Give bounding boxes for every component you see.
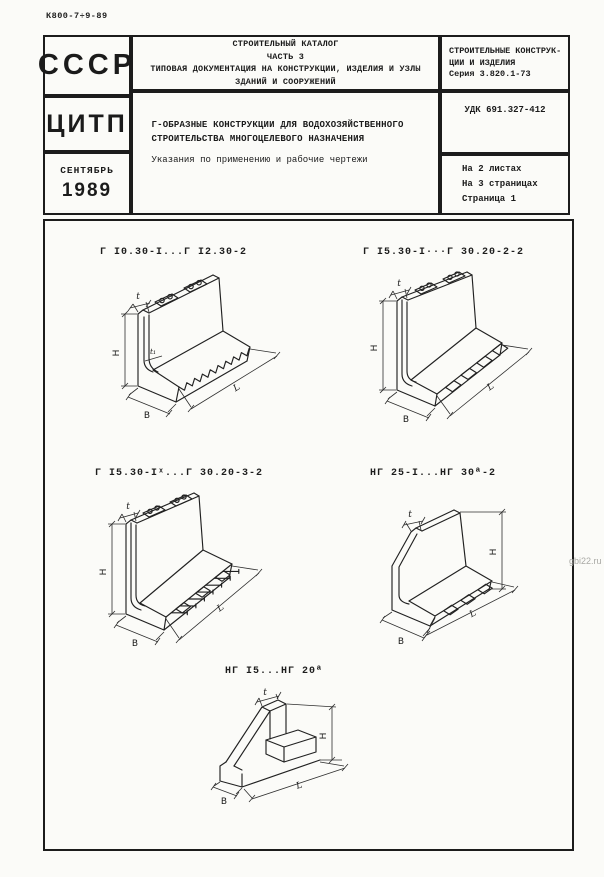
catalog-line: СТРОИТЕЛЬНЫЙ КАТАЛОГ <box>232 39 339 49</box>
dim-label-t1: t₁ <box>149 347 157 356</box>
dim-label-t: t <box>263 688 267 698</box>
header-cell-series <box>440 35 570 91</box>
dim-label-h: Н <box>319 732 329 740</box>
series-line: СТРОИТЕЛЬНЫЕ КОНСТРУК- <box>449 46 562 56</box>
header-cell-citp <box>43 96 131 152</box>
dim-label-t: t <box>408 510 412 520</box>
org-abbr-citp: ЦИТП <box>46 109 128 138</box>
dim-label-b: В <box>402 415 410 424</box>
dim-label-t: t <box>136 292 140 302</box>
dim-label-t: t <box>126 502 130 512</box>
header-cell-catalog <box>131 35 440 91</box>
figure-1-label: Г I0.30-I...Г I2.30-2 <box>100 247 248 258</box>
figure-5-label: НГ I5...НГ 20ª <box>225 666 324 677</box>
dim-label-b: В <box>397 637 405 647</box>
figure-4-dimension-lines <box>380 509 518 641</box>
header-cell-sheets <box>440 154 570 215</box>
dim-label-l: L <box>468 608 479 621</box>
sheets-line: На 2 листах <box>462 164 522 174</box>
figure-3-label: Г I5.30-Iˣ...Г 30.20-3-2 <box>95 468 264 479</box>
figure-1-drawing <box>92 268 307 420</box>
dim-label-b: В <box>143 411 151 420</box>
catalog-line: ЧАСТЬ 3 <box>266 51 305 62</box>
page-title: Г-ОБРАЗНЫЕ КОНСТРУКЦИИ ДЛЯ ВОДОХОЗЯЙСТВЕННОГО <box>151 120 404 130</box>
sheets-line: На 3 страницах <box>462 179 538 189</box>
udk-code: УДК 691.327-412 <box>464 105 546 115</box>
figure-5-outline <box>220 700 320 787</box>
dim-label-h: Н <box>112 349 122 357</box>
document-code: К800-7÷9-89 <box>46 11 108 21</box>
figure-5-drawing <box>202 686 387 811</box>
figure-3-drawing <box>86 490 306 648</box>
header-cell-cccp <box>37 35 137 96</box>
catalog-line: ЗДАНИЙ И СООРУЖЕНИЙ <box>235 76 336 87</box>
issue-month: СЕНТЯБРЬ <box>60 165 114 176</box>
dim-label-l: L <box>485 381 497 394</box>
figure-1-dimension-lines <box>121 300 280 417</box>
figure-5-dimension-lines <box>211 692 348 802</box>
page-subtitle: Указания по применению и рабочие чертежи <box>151 155 368 165</box>
figure-4-drawing <box>356 490 556 648</box>
org-abbr-cccp: СССР <box>37 49 137 81</box>
dim-label-t: t <box>397 279 401 289</box>
dim-label-h: Н <box>99 568 109 576</box>
dim-label-h: Н <box>489 548 499 556</box>
dim-label-b: В <box>131 639 139 648</box>
header-cell-udk <box>440 91 570 154</box>
catalog-line: ТИПОВАЯ ДОКУМЕНТАЦИЯ НА КОНСТРУКЦИИ, ИЗДЕЛИЯ И УЗЛЫ <box>150 64 421 74</box>
dim-label-h: Н <box>370 344 380 352</box>
dim-label-l: L <box>295 780 304 792</box>
page-title: СТРОИТЕЛЬСТВА МНОГОЦЕЛЕВОГО НАЗНАЧЕНИЯ <box>151 133 365 144</box>
header-cell-title <box>131 91 440 215</box>
title-block <box>152 119 420 165</box>
header-cell-date <box>43 152 131 215</box>
series-line: ЦИИ И ИЗДЕЛИЯ <box>449 57 516 68</box>
dim-label-l: L <box>231 382 243 395</box>
series-line: Серия 3.820.1-73 <box>449 69 531 79</box>
figure-4-label: НГ 25-I...НГ 30ª-2 <box>370 468 497 479</box>
dim-label-l: L <box>215 602 227 615</box>
figure-2-label: Г I5.30-I···Г 30.20-2-2 <box>363 247 525 258</box>
figure-2-drawing <box>355 268 565 424</box>
site-watermark: gbi22.ru <box>569 556 602 566</box>
figure-4-outline <box>392 510 492 626</box>
sheets-line: Страница 1 <box>462 194 517 204</box>
issue-year: 1989 <box>61 180 113 201</box>
dim-label-b: В <box>220 797 228 807</box>
